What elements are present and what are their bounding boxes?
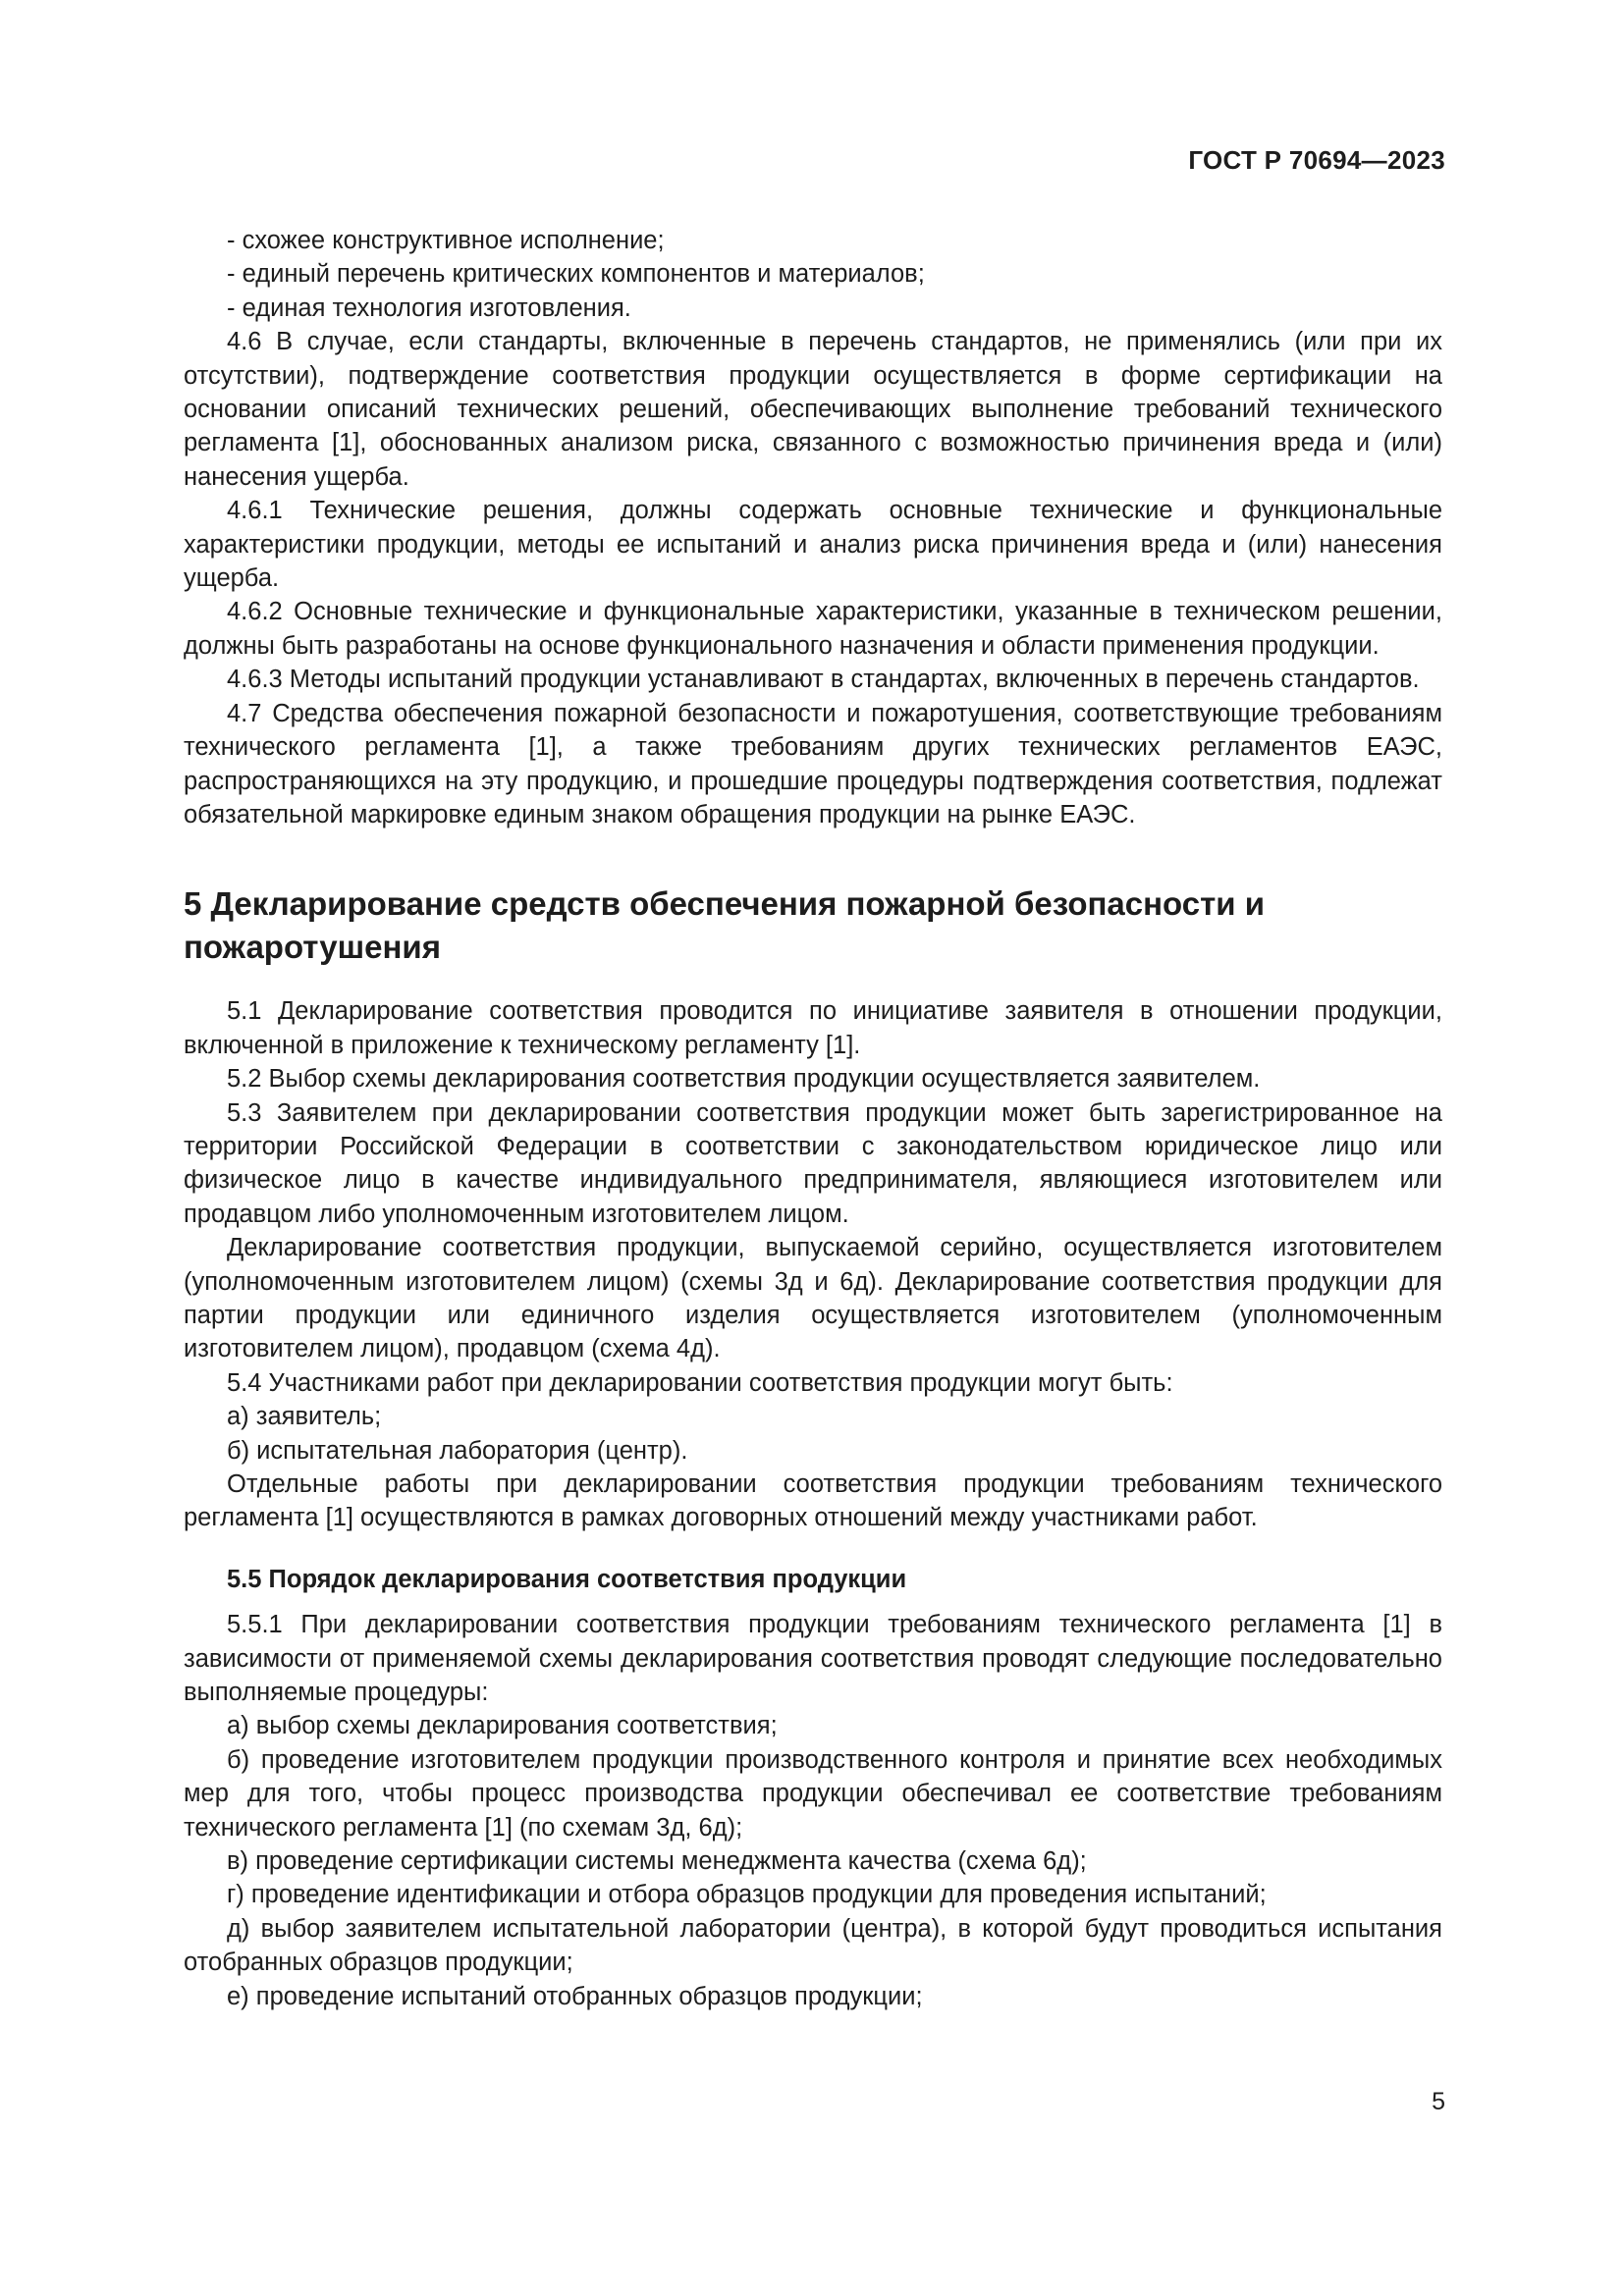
page-number: 5 bbox=[1432, 2088, 1445, 2115]
list-item: а) выбор схемы декларирования соответствия; bbox=[227, 1712, 778, 1740]
clause-4-7: 4.7 Средства обеспечения пожарной безопасности и пожаротушения, соответствующие требованиям технического регламента [1], а также требованиям других технических регламентов ЕАЭС, распространяющихся на эту продукцию, и прошедшие процедуры подтверждения соответствия, подлежат обязательной маркировке единым знаком обращения продукции на рынке ЕАЭС. bbox=[184, 699, 1442, 828]
section-5-heading: 5 Декларирование средств обеспечения пожарной безопасности и пожаротушения bbox=[184, 885, 1266, 966]
clause-4-6-1: 4.6.1 Технические решения, должны содержать основные технические и функциональные характеристики продукции, методы ее испытаний и анализ риска причинения вреда и (или) нанесения ущерба. bbox=[184, 497, 1442, 593]
clause-4-6: 4.6 В случае, если стандарты, включенные в перечень стандартов, не применялись (или при их отсутствии), подтверждение соответствия продукции осуществляется в форме сертификации на основании описаний технических решений, обеспечивающих выполнение требований технического регламента [1], обоснованных анализом риска, связанного с возможностью причинения вреда и (или) нанесения ущерба. bbox=[184, 328, 1442, 491]
list-item: - единый перечень критических компонентов и материалов; bbox=[227, 260, 925, 289]
page-body bbox=[184, 224, 1442, 2013]
list-item: б) испытательная лаборатория (центр). bbox=[227, 1436, 688, 1465]
clause-4-6-2: 4.6.2 Основные технические и функциональные характеристики, указанные в техническом решении, должны быть разработаны на основе функционального назначения и области применения продукции. bbox=[184, 598, 1442, 660]
clause-5-1: 5.1 Декларирование соответствия проводится по инициативе заявителя в отношении продукции, включенной в приложение к техническому регламенту [1]. bbox=[184, 997, 1442, 1059]
subsection-5-5-heading: 5.5 Порядок декларирования соответствия продукции bbox=[227, 1565, 907, 1593]
list-item: - единая технология изготовления. bbox=[227, 294, 631, 322]
list-item: а) заявитель; bbox=[227, 1403, 382, 1431]
clause-5-3: 5.3 Заявителем при декларировании соответствия продукции может быть зарегистрированное на территории Российской Федерации в соответствии с законодательством юридическое лицо или физическое лицо в качестве индивидуального предпринимателя, являющиеся изготовителем или продавцом либо уполномоченным изготовителем лицом. bbox=[184, 1098, 1442, 1228]
clause-4-6-3: 4.6.3 Методы испытаний продукции устанавливают в стандартах, включенных в перечень стандартов. bbox=[227, 666, 1420, 694]
clause-5-5-1: 5.5.1 При декларировании соответствия продукции требованиям технического регламента [1] в зависимости от применяемой схемы декларирования соответствия проводят следующие последовательно выполняемые процедуры: bbox=[184, 1611, 1442, 1707]
list-item: б) проведение изготовителем продукции производственного контроля и принятие всех необходимых мер для того, чтобы процесс производства продукции обеспечивал ее соответствие требованиям технического регламента [1] (по схемам 3д, 6д); bbox=[184, 1745, 1442, 1842]
list-item: в) проведение сертификации системы менеджмента качества (схема 6д); bbox=[227, 1847, 1087, 1876]
list-item: е) проведение испытаний отобранных образцов продукции; bbox=[227, 1982, 923, 2010]
clause-5-2: 5.2 Выбор схемы декларирования соответствия продукции осуществляется заявителем. bbox=[227, 1065, 1261, 1094]
list-item: - схожее конструктивное исполнение; bbox=[227, 227, 665, 254]
clause-5-4: 5.4 Участниками работ при декларировании соответствия продукции могут быть: bbox=[227, 1368, 1173, 1397]
list-item: д) выбор заявителем испытательной лаборатории (центра), в которой будут проводиться испытания отобранных образцов продукции; bbox=[184, 1914, 1442, 1977]
document-code: ГОСТ Р 70694—2023 bbox=[1188, 145, 1445, 175]
list-item: г) проведение идентификации и отбора образцов продукции для проведения испытаний; bbox=[227, 1881, 1267, 1909]
clause-5-3-continued: Декларирование соответствия продукции, выпускаемой серийно, осуществляется изготовителем (уполномоченным изготовителем лицом) (схемы 3д и 6д). Декларирование соответствия продукции для партии продукции или единичного изделия осуществляется изготовителем (уполномоченным изготовителем лицом), продавцом (схема 4д). bbox=[184, 1234, 1442, 1363]
clause-5-4-note: Отдельные работы при декларировании соответствия продукции требованиям технического регламента [1] осуществляются в рамках договорных отношений между участниками работ. bbox=[184, 1470, 1442, 1532]
